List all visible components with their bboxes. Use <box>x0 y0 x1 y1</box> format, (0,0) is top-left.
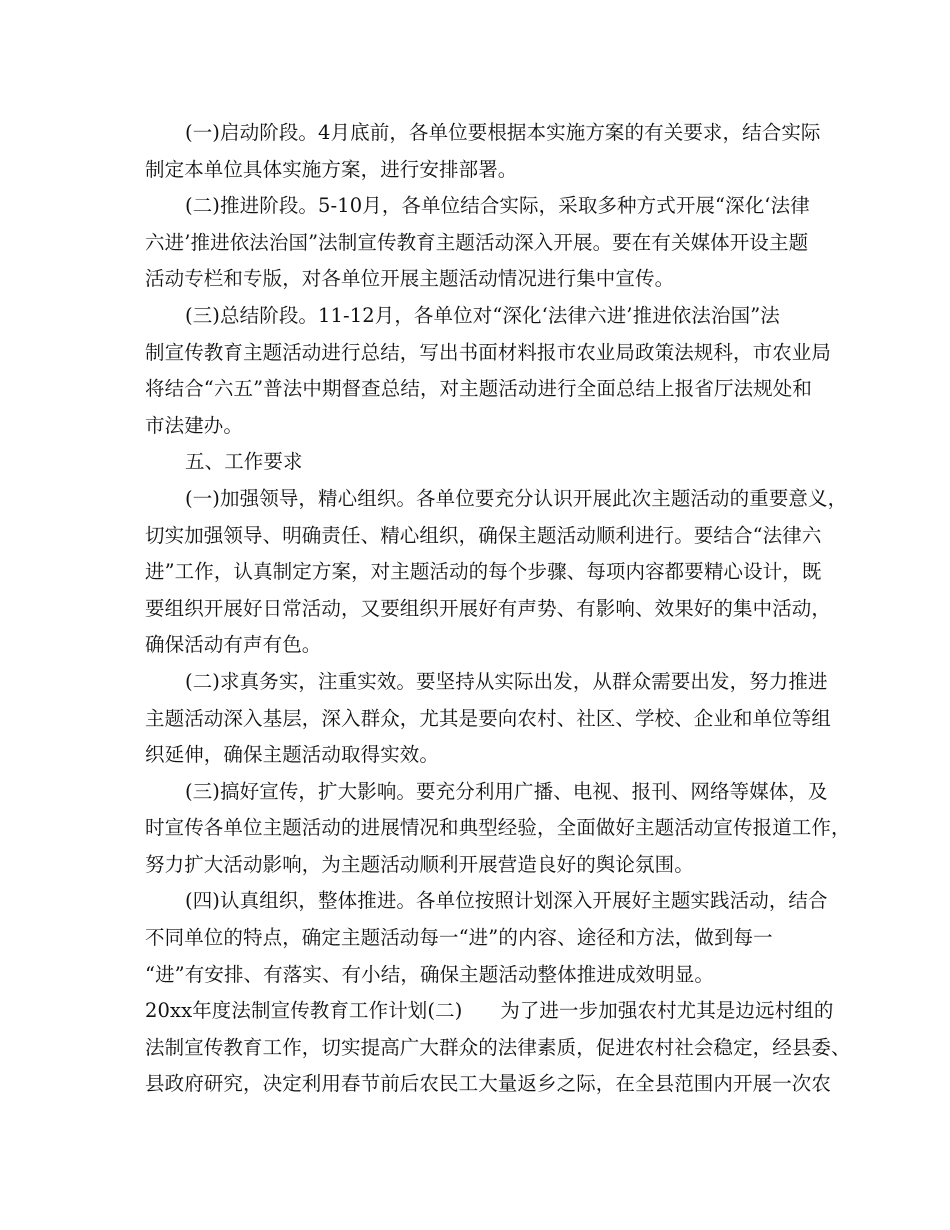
text-line: (二)求真务实，注重实效。要坚持从实际出发，从群众需要出发，努力推进 <box>185 669 828 693</box>
text-line: 努力扩大活动影响，为主题活动顺利开展营造良好的舆论氛围。 <box>145 852 694 876</box>
document-page <box>145 115 851 1103</box>
text-line: 时宣传各单位主题活动的进展情况和典型经验，全面做好主题活动宣传报道工作， <box>145 816 851 840</box>
text-line: 织延伸，确保主题活动取得实效。 <box>145 743 440 767</box>
text-line: “进”有安排、有落实、有小结，确保主题活动整体推进成效明显。 <box>145 962 714 986</box>
text-line: 制定本单位具体实施方案，进行安排部署。 <box>145 157 518 181</box>
text-line: 六进’推进依法治国”法制宣传教育主题活动深入开展。要在有关媒体开设主题 <box>145 230 809 254</box>
text-line: 不同单位的特点，确定主题活动每一“进”的内容、途径和方法，做到每一 <box>145 926 773 950</box>
text-line: 法制宣传教育工作，切实提高广大群众的法律素质，促进农村社会稳定，经县委、 <box>145 1035 851 1059</box>
text-line: (一)加强领导，精心组织。各单位要充分认识开展此次主题活动的重要意义， <box>185 486 848 510</box>
text-line: 要组织开展好日常活动，又要组织开展好有声势、有影响、效果好的集中活动， <box>145 596 832 620</box>
text-line: 确保活动有声有色。 <box>145 633 322 657</box>
text-line: 将结合“六五”普法中期督查总结，对主题活动进行全面总结上报省厅法规处和 <box>145 377 812 401</box>
text-line: (四)认真组织，整体推进。各单位按照计划深入开展好主题实践活动，结合 <box>185 889 828 913</box>
text-line: 进”工作，认真制定方案，对主题活动的每个步骤、每项内容都要精心设计，既 <box>145 560 822 584</box>
text-line: 制宣传教育主题活动进行总结，写出书面材料报市农业局政策法规科，市农业局 <box>145 340 832 364</box>
text-line: 县政府研究，决定利用春节前后农民工大量返乡之际，在全县范围内开展一次农 <box>145 1072 832 1096</box>
text-line: (一)启动阶段。4月底前，各单位要根据本实施方案的有关要求，结合实际 <box>185 121 821 144</box>
text-line: 活动专栏和专版，对各单位开展主题活动情况进行集中宣传。 <box>145 267 675 291</box>
text-line: 20xx年度法制宣传教育工作计划(二) 为了进一步加强农村尤其是边远村组的 <box>145 999 834 1023</box>
text-line: (三)搞好宣传，扩大影响。要充分利用广播、电视、报刊、网络等媒体，及 <box>185 779 828 803</box>
text-line: 切实加强领导、明确责任、精心组织，确保主题活动顺利进行。要结合“法律六 <box>145 523 822 547</box>
text-line: 主题活动深入基层，深入群众，尤其是要向农村、社区、学校、企业和单位等组 <box>145 706 832 730</box>
text-line: (三)总结阶段。11-12月，各单位对“深化‘法律六进’推进依法治国”法 <box>185 303 780 327</box>
text-line: (二)推进阶段。5-10月，各单位结合实际，采取多种方式开展“深化‘法律 <box>185 194 810 218</box>
text-line: 五、工作要求 <box>185 450 303 474</box>
text-line: 市法建办。 <box>145 413 244 437</box>
